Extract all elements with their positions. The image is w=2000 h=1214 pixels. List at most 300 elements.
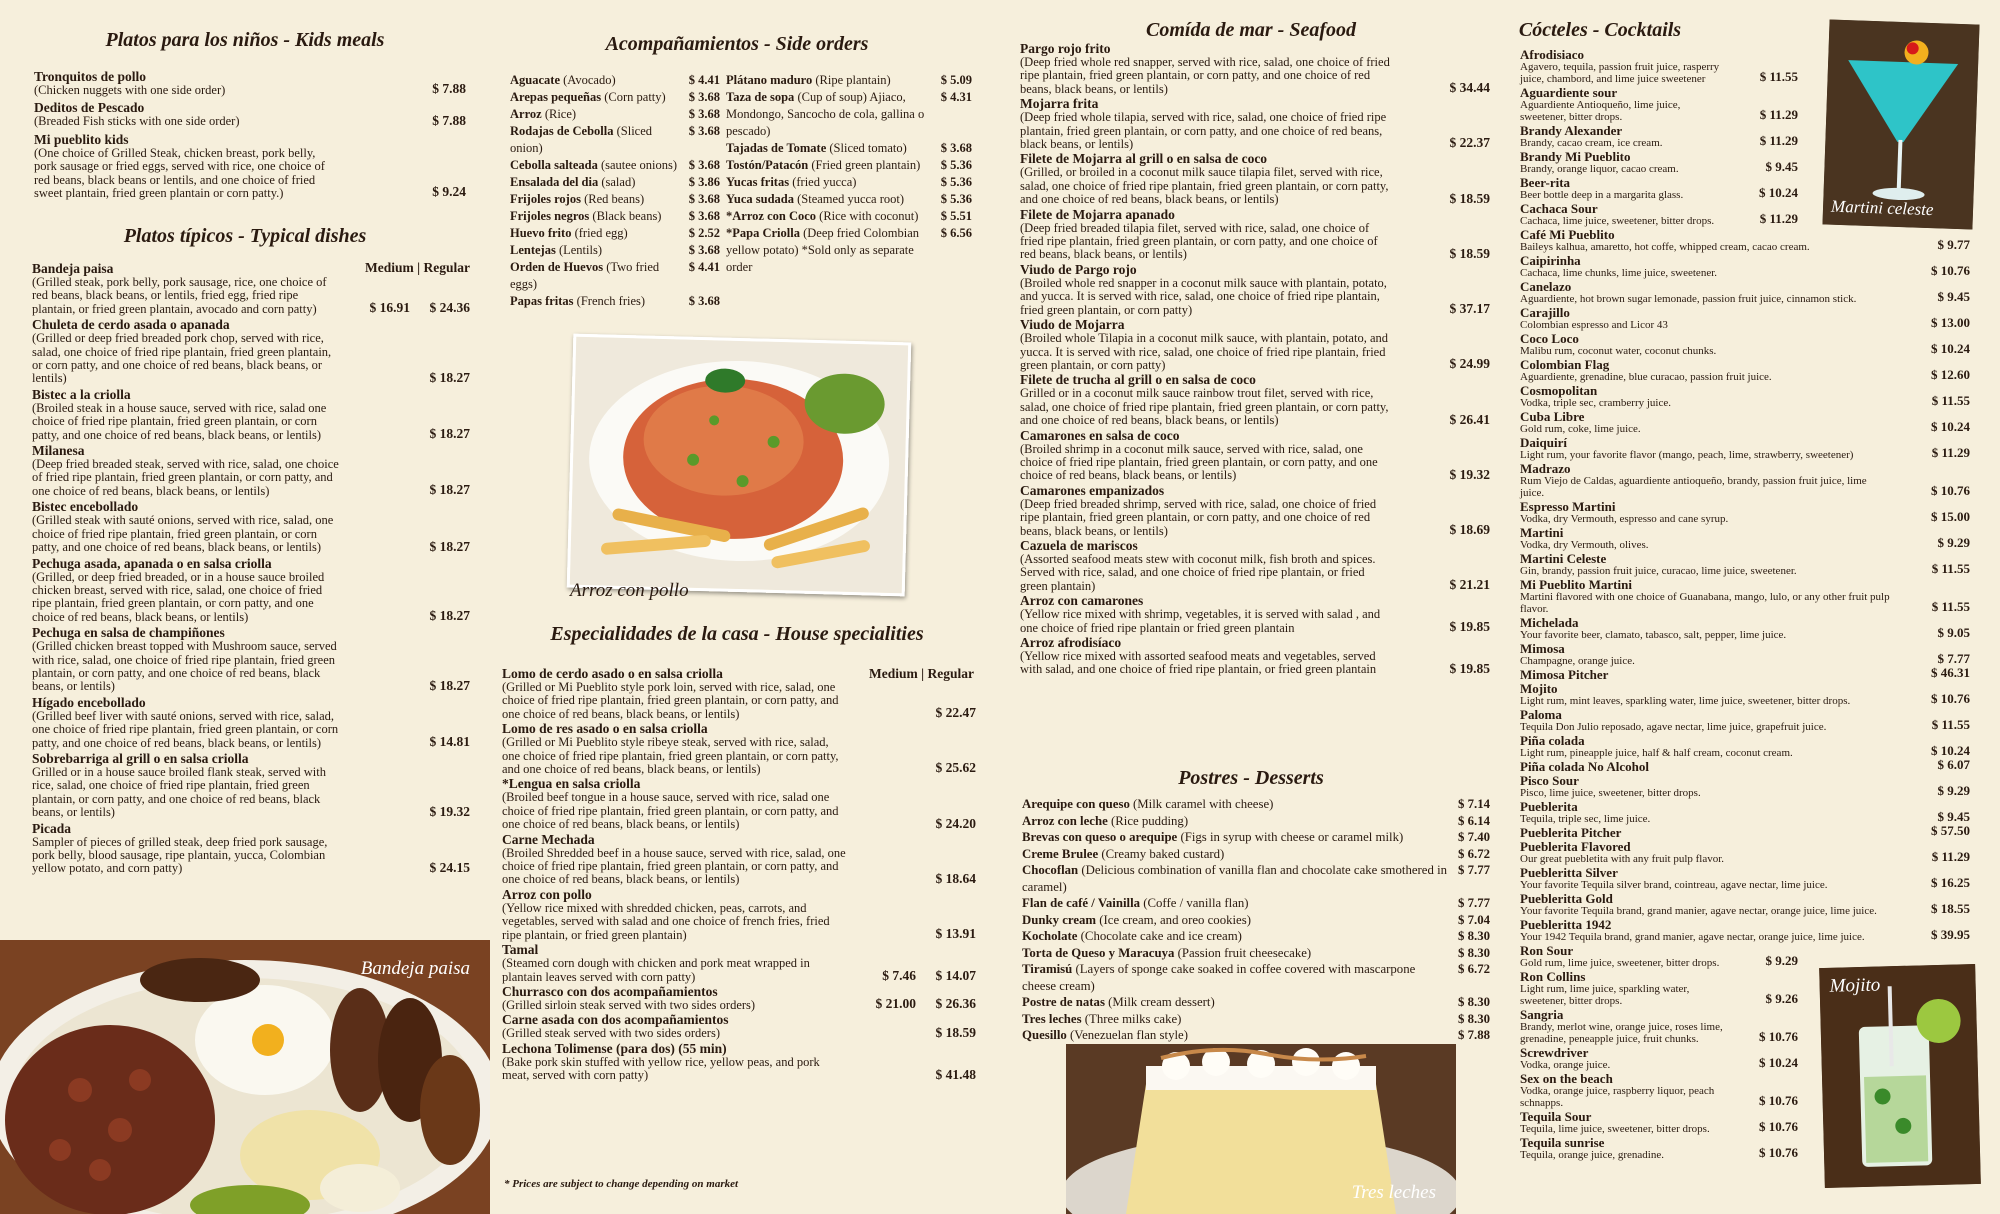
cocktail-desc: Cachaca, lime juice, sweetener, bitter drops. (1520, 215, 1715, 227)
dessert-desc: (Milk cream dessert) (1108, 995, 1215, 1009)
house-item-price: $ 22.47 (935, 705, 976, 721)
typical-item-name: Milanesa (32, 443, 85, 459)
seafood-item-price: $ 26.41 (1449, 411, 1490, 427)
dessert-desc: (Figs in syrup with cheese or caramel milk) (1180, 830, 1404, 844)
cocktail-price: $ 10.24 (1931, 419, 1970, 434)
house-item-desc: (Bake pork skin stuffed with yellow rice, yellow peas, and pork meat, served with corn patty) (502, 1054, 820, 1083)
cocktail-name: Pueblerita Pitcher (1520, 825, 1622, 840)
cocktail-price: $ 15.00 (1931, 509, 1970, 524)
seafood-item-desc: (Broiled whole red snapper in a coconut milk sauce with plantain, potato, and yucca. It is served with rice, salad, one choice of fried ripe plantain, fried green plantain, or corn patty) (1020, 275, 1387, 317)
price-medium: $ 7.46 (882, 967, 916, 983)
typical-item-price: $ 14.81 (429, 733, 470, 749)
cocktail-price: $ 11.55 (1931, 561, 1970, 576)
martini-celeste-caption: Martini celeste (1830, 196, 1934, 220)
dessert-price: $ 7.40 (1458, 830, 1490, 844)
dessert-item (1022, 895, 1490, 912)
cocktail-name: Martini (1520, 525, 1564, 540)
column-2 (494, 0, 980, 1214)
seafood-item-name: Filete de Mojarra apanado (1020, 206, 1175, 222)
kids-item-desc: (Chicken nuggets with one side order) (34, 83, 226, 97)
cocktail-item (1520, 665, 1970, 682)
cocktail-desc: Light rum, your favorite flavor (mango, peach, lime, strawberry, sweetener) (1520, 449, 1854, 461)
typical-list (32, 262, 470, 878)
dessert-price: $ 6.14 (1458, 813, 1490, 828)
side-order-item (510, 225, 720, 242)
dessert-text (1022, 846, 1224, 863)
cocktail-price: $ 9.45 (1937, 809, 1970, 824)
house-item-prices (856, 968, 976, 984)
typical-item-name: Bandeja paisa (32, 261, 114, 276)
dessert-text (1022, 1011, 1181, 1028)
side-order-price: $ 3.68 (688, 192, 720, 206)
cocktail-name: Coco Loco (1520, 331, 1579, 346)
house-item-desc: (Grilled or Mi Pueblito style ribeye steak, served with rice, salad, one choice of fried ripe plantain, fried green plantain, or corn patty, and one choice of red beans, black beans, or lentils) (502, 735, 839, 777)
typical-item-price: $ 18.27 (429, 538, 470, 554)
cocktail-item (1520, 918, 1970, 943)
seafood-item-desc: (Yellow rice mixed with assorted seafood meats and vegetables, served with salad, and one choice of fried ripe plantain, or fried green plantain (1020, 649, 1377, 677)
cocktail-name: Canelazo (1520, 279, 1572, 294)
cocktail-item (1520, 384, 1970, 409)
cocktail-item (1520, 866, 1970, 891)
side-order-item (726, 157, 972, 174)
house-item-desc: (Yellow rice mixed with shredded chicken, peas, carrots, and vegetables, served with salad and one choice of french fries, fried ripe plantain, or fried green plantain) (502, 900, 830, 942)
cocktail-desc: Gold rum, lime juice, sweetener, bitter drops. (1520, 957, 1720, 969)
dessert-name: Tres leches (1022, 1011, 1082, 1026)
cocktail-name: Piña colada (1520, 733, 1585, 748)
cocktail-desc: Aguardiente, hot brown sugar lemonade, passion fruit juice, cinnamon stick. (1520, 293, 1857, 305)
side-order-desc: (Deep fried Colombian yellow potato) *Sold only as separate order (726, 226, 920, 274)
dessert-item (1022, 994, 1490, 1011)
cocktail-name: Carajillo (1520, 305, 1570, 320)
dessert-text (1022, 895, 1249, 912)
cocktail-desc: Vodka, orange juice, raspberry liquor, peach schnapps. (1520, 1085, 1715, 1109)
cocktail-desc: Colombian espresso and Licor 43 (1520, 319, 1668, 331)
house-item (502, 777, 976, 831)
dessert-text (1022, 912, 1251, 929)
typical-item-name: Picada (32, 820, 71, 836)
cocktail-name: Café Mi Pueblito (1520, 227, 1615, 242)
dessert-name: Arroz con leche (1022, 813, 1108, 828)
kids-list (34, 70, 466, 204)
cocktail-name: Cuba Libre (1520, 409, 1585, 424)
side-order-item (510, 72, 720, 89)
side-order-text (510, 293, 685, 310)
cocktail-price: $ 10.76 (1931, 691, 1970, 706)
dessert-text (1022, 1027, 1188, 1044)
side-order-name: Rodajas de Cebolla (510, 124, 614, 138)
seafood-item-price: $ 19.85 (1449, 619, 1490, 634)
cocktail-name: Madrazo (1520, 461, 1571, 476)
kids-title: Platos para los niños - Kids meals (105, 29, 385, 51)
price-regular: $ 14.07 (935, 967, 976, 983)
seafood-item-name: Filete de trucha al grill o en salsa de coco (1020, 372, 1256, 388)
side-order-name: Tajadas de Tomate (726, 141, 827, 155)
side-order-price: $ 3.68 (940, 141, 972, 155)
prices-note: * Prices are subject to change depending on market (504, 1178, 739, 1190)
side-order-price: $ 3.68 (688, 107, 720, 121)
price-regular: $ 26.36 (935, 996, 976, 1012)
cocktail-price: $ 6.07 (1937, 757, 1970, 772)
house-item (502, 985, 976, 1012)
side-order-item (510, 89, 720, 106)
martini-celeste-photo (1822, 19, 1979, 229)
house-item-desc: (Grilled or Mi Pueblito style pork loin, served with rice, salad, one choice of fried ripe plantain, fried green plantain, or corn patty, and one choice of red beans, black beans, or lentils) (502, 680, 839, 721)
mojito-caption: Mojito (1829, 974, 1881, 997)
cocktail-name: Tequila sunrise (1520, 1135, 1605, 1150)
side-order-text (510, 123, 685, 157)
seafood-item (1020, 97, 1490, 151)
side-order-desc: (Lentils) (558, 243, 602, 257)
house-item-price: $ 24.20 (935, 815, 976, 831)
typical-item-name: Pechuga en salsa de champiñones (32, 625, 225, 641)
cocktail-price: $ 11.29 (1759, 133, 1798, 148)
typical-item-desc: (Grilled chicken breast topped with Mushroom sauce, served with rice, salad, one choice of fried ripe plantain, fried green plantain, or corn patty, and one choice of red beans, black beans, or lentils) (32, 639, 337, 694)
typical-item (32, 557, 470, 625)
cocktail-name: Mimosa (1520, 641, 1565, 656)
desserts-title: Postres - Desserts (1178, 767, 1324, 789)
cocktail-name: Sangria (1520, 1007, 1564, 1022)
house-item (502, 888, 976, 942)
seafood-item (1020, 636, 1490, 677)
dessert-text (1022, 829, 1403, 846)
cocktail-price: $ 11.55 (1759, 69, 1798, 84)
cocktail-name: Pueblerita Flavored (1520, 839, 1631, 854)
cocktail-price: $ 11.55 (1931, 717, 1970, 732)
side-order-desc: (sautee onions) (600, 158, 678, 172)
seafood-item-desc: (Deep fried whole tilapia, served with rice, salad, one choice of fried ripe plantain, fried green plantain, or corn patty, and one choice of red beans, black beans, or lentils) (1020, 110, 1387, 152)
dessert-item (1022, 862, 1490, 895)
cocktail-item (1520, 228, 1970, 253)
house-item-desc: (Grilled sirloin steak served with two sides orders) (502, 997, 756, 1012)
dessert-name: Dunky cream (1022, 912, 1097, 927)
side-order-price: $ 5.36 (940, 175, 972, 189)
typical-item (32, 262, 470, 316)
dessert-item (1022, 1011, 1490, 1028)
house-item (502, 1013, 976, 1040)
house-item-name: Lomo de res asado o en salsa criolla (502, 721, 708, 737)
side-order-price: $ 3.68 (688, 294, 720, 308)
side-order-price: $ 3.68 (688, 90, 720, 104)
cocktail-item (1520, 306, 1970, 331)
house-item (502, 667, 976, 721)
typical-item-desc: (Grilled steak, pork belly, pork sausage, rice, one choice of red beans, black beans, or lentils, fried egg, fried ripe plantain, or fried green plantain, avocado and corn patty) (32, 275, 327, 316)
side-order-price: $ 3.68 (688, 158, 720, 172)
house-item-desc: (Steamed corn dough with chicken and pork meat wrapped in plantain leaves served with corn patty) (502, 956, 810, 984)
seafood-title: Comída de mar - Seafood (1146, 19, 1356, 41)
cocktail-item (1520, 840, 1970, 865)
house-item-name: *Lengua en salsa criolla (502, 776, 641, 792)
arroz-con-pollo-caption: Arroz con pollo (570, 580, 689, 601)
typical-item-desc: (Grilled steak with sauté onions, served with rice, salad, one choice of fried ripe plantain, fried green plantain, or corn patty, and one choice of red beans, black beans, or lentils) (32, 513, 334, 555)
dessert-item (1022, 813, 1490, 830)
cocktail-name: Paloma (1520, 707, 1562, 722)
seafood-item-desc: (Broiled shrimp in a coconut milk sauce, served with rice, salad, one choice of fried ripe plantain, fried green plantain, or corn patty, and one choice of red beans, black beans, or lentils) (1020, 441, 1378, 483)
dessert-item (1022, 1027, 1490, 1044)
cocktail-desc: Light rum, lime juice, sparkling water, sweetener, bitter drops. (1520, 983, 1690, 1007)
cocktail-item (1520, 552, 1970, 577)
bandeja-paisa-image (0, 940, 490, 1214)
seafood-item-price: $ 19.32 (1449, 466, 1490, 482)
typical-item-desc: Grilled or in a house sauce broiled flank steak, served with rice, salad, one choice of fried ripe plantain, fried green plantain, or corn patty, and one choice of red beans, black beans, or lentils) (32, 764, 327, 820)
side-order-price: $ 5.51 (940, 209, 972, 223)
side-order-text (726, 72, 937, 89)
side-order-name: Arroz (510, 107, 542, 121)
cocktail-desc: Tequila, triple sec, lime juice. (1520, 813, 1651, 825)
cocktail-price: $ 9.29 (1765, 953, 1798, 968)
cocktail-name: Aguardiente sour (1520, 85, 1618, 100)
dessert-price: $ 8.30 (1458, 995, 1490, 1009)
cocktail-name: Piña colada No Alcohol (1520, 759, 1649, 774)
side-title: Acompañamientos - Side orders (605, 33, 869, 55)
seafood-item-price: $ 19.85 (1449, 660, 1490, 676)
dessert-item (1022, 961, 1490, 994)
cocktail-item (1520, 774, 1970, 799)
typical-item-price: $ 18.27 (429, 369, 470, 385)
kids-item-price: $ 7.88 (432, 81, 466, 97)
cocktail-desc: Rum Viejo de Caldas, aguardiente antioqueño, brandy, passion fruit juice, lime juice. (1520, 475, 1867, 499)
side-order-desc: (Two fried eggs) (510, 260, 660, 291)
house-item-price: $ 25.62 (935, 760, 976, 776)
price-regular: $ 24.36 (429, 300, 470, 316)
cocktail-price: $ 10.76 (1759, 1119, 1798, 1134)
seafood-item-name: Cazuela de mariscos (1020, 537, 1138, 553)
side-order-name: *Arroz con Coco (726, 209, 817, 223)
side-order-desc: (Steamed yucca root) (797, 192, 905, 206)
cocktail-desc: Light rum, pineapple juice, half & half cream, coconut cream. (1520, 747, 1793, 759)
seafood-item-desc: (Deep fried whole red snapper, served with rice, salad, one choice of fried ripe plantain, fried green plantain, or corn patty, and one choice of red beans, black beans, or lentils) (1020, 55, 1390, 96)
side-right-list (726, 72, 972, 310)
cocktail-name: Brandy Mi Pueblito (1520, 149, 1631, 164)
dessert-text (1022, 928, 1242, 945)
kids-item-name: Deditos de Pescado (34, 100, 145, 116)
dessert-desc: (Coffe / vanilla flan) (1143, 896, 1249, 910)
side-order-name: Huevo frito (510, 226, 572, 240)
cocktail-desc: Brandy, cacao cream, ice cream. (1520, 137, 1663, 149)
typical-item-desc: (Broiled steak in a house sauce, served with rice, salad one choice of fried ripe plantain, fried green plantain, or corn patty, and one choice of red beans, black beans, or lentils) (32, 400, 327, 442)
side-order-item (510, 191, 720, 208)
side-order-text (726, 208, 937, 225)
seafood-item-price: $ 18.59 (1449, 190, 1490, 206)
cocktail-desc: Agavero, tequila, passion fruit juice, rasperry juice, chambord, and lime juice sweetener (1520, 61, 1720, 85)
cocktail-price: $ 9.26 (1765, 991, 1798, 1006)
column-3 (1012, 0, 1490, 1214)
cocktail-price: $ 10.76 (1759, 1029, 1798, 1044)
side-order-item (510, 106, 720, 123)
cocktail-name: Michelada (1520, 615, 1579, 630)
cocktail-price: $ 16.25 (1931, 875, 1970, 890)
typical-size-header: Medium | Regular (365, 260, 470, 275)
dessert-item (1022, 846, 1490, 863)
seafood-item-name: Arroz afrodisíaco (1020, 635, 1122, 650)
side-order-item (726, 191, 972, 208)
side-order-desc: (Cup of soup) Ajiaco, Mondongo, Sancocho de cola, gallina o pescado) (726, 90, 925, 138)
side-order-price: $ 3.68 (688, 243, 720, 257)
cocktail-price: $ 12.60 (1931, 367, 1970, 382)
seafood-item-price: $ 21.21 (1449, 577, 1490, 593)
side-order-name: Papas fritas (510, 294, 574, 308)
cocktail-item (1520, 757, 1970, 774)
cocktail-desc: Baileys kalhua, amaretto, hot coffe, whipped cream, cacao cream. (1520, 241, 1810, 253)
house-item-desc: (Grilled steak served with two sides orders) (502, 1026, 720, 1041)
side-order-price: $ 3.68 (688, 209, 720, 223)
cocktail-desc: Cachaca, lime chunks, lime juice, sweetener. (1520, 267, 1718, 279)
column-1 (0, 0, 490, 1214)
cocktail-item (1520, 578, 1970, 615)
seafood-item-desc: (Deep fried breaded shrimp, served with rice, salad, one choice of fried ripe plantain, fried green plantain, or corn patty, and one choice of red beans, black beans, or lentils) (1020, 496, 1377, 538)
dessert-price: $ 7.77 (1458, 896, 1490, 910)
cocktail-item (1520, 254, 1970, 279)
cocktail-item (1520, 616, 1970, 641)
side-order-text (510, 242, 685, 259)
side-order-item (510, 242, 720, 259)
dessert-item (1022, 912, 1490, 929)
cocktail-desc: Vodka, orange juice. (1520, 1059, 1611, 1071)
side-order-text (510, 72, 685, 89)
cocktail-item (1520, 682, 1970, 707)
cocktail-price: $ 11.29 (1931, 849, 1970, 864)
seafood-item (1020, 429, 1490, 483)
side-order-item (726, 208, 972, 225)
cocktail-price: $ 10.24 (1931, 341, 1970, 356)
dessert-desc: (Ice cream, and oreo cookies) (1099, 912, 1251, 927)
seafood-item-name: Camarones en salsa de coco (1020, 427, 1180, 443)
dessert-price: $ 7.04 (1458, 912, 1490, 927)
house-item-prices (856, 996, 976, 1012)
arroz-con-pollo-photo (567, 334, 912, 597)
dessert-text (1022, 796, 1273, 813)
seafood-item-desc: (Yellow rice mixed with shrimp, vegetables, it is served with salad , and one choice of fried ripe plantain or fried green plantain (1020, 607, 1381, 635)
dessert-price: $ 8.30 (1458, 945, 1490, 960)
typical-item-desc: (Grilled or deep fried breaded pork chop, served with rice, salad, one choice of fried ripe plantain, fried green plantain, or corn patty, and one choice of red beans, black beans, or lentils) (32, 331, 332, 386)
cocktail-price: $ 10.24 (1931, 743, 1970, 758)
cocktail-item (1520, 436, 1970, 461)
dessert-price: $ 6.72 (1458, 846, 1490, 861)
kids-item-price: $ 9.24 (432, 184, 466, 200)
side-order-name: Yucas fritas (726, 175, 790, 189)
cocktail-price: $ 7.77 (1937, 651, 1970, 666)
cocktail-item (1520, 823, 1970, 840)
seafood-item-price: $ 18.69 (1449, 521, 1490, 537)
side-order-desc: (fried yucca) (792, 175, 857, 189)
side-order-name: Orden de Huevos (510, 260, 604, 274)
house-title: Especialidades de la casa - House specialities (550, 623, 924, 645)
side-order-item (510, 157, 720, 174)
side-order-name: Plátano maduro (726, 73, 813, 87)
cocktail-price: $ 10.76 (1759, 1145, 1798, 1160)
side-order-price: $ 5.36 (940, 192, 972, 206)
dessert-price: $ 7.88 (1458, 1028, 1490, 1042)
cocktail-name: Tequila Sour (1520, 1109, 1592, 1124)
dessert-desc: (Three milks cake) (1084, 1011, 1182, 1026)
side-order-text (726, 157, 937, 174)
side-order-name: Taza de sopa (726, 90, 795, 104)
seafood-item-name: Viudo de Mojarra (1020, 317, 1125, 333)
cocktail-desc: Aguardiente Antioqueño, lime juice, sweetener, bitter drops. (1520, 99, 1681, 123)
seafood-list (1020, 42, 1490, 678)
side-order-price: $ 3.86 (688, 175, 720, 189)
house-item-desc: (Broiled Shredded beef in a house sauce, served with rice, salad, one choice of fried ripe plantain, fried green plantain, or corn patty, and one choice of red beans, black beans, or lentils) (502, 845, 846, 887)
cocktail-name: Sex on the beach (1520, 1071, 1613, 1086)
cocktail-name: Afrodisiaco (1520, 47, 1585, 62)
house-item-price: $ 18.64 (935, 870, 976, 886)
house-item (502, 722, 976, 776)
cocktail-name: Cachaca Sour (1520, 201, 1598, 216)
cocktail-name: Mi Pueblito Martini (1520, 577, 1632, 592)
dessert-price: $ 6.72 (1458, 962, 1490, 976)
house-item-price: $ 13.91 (935, 926, 976, 942)
cocktails-title: Cócteles - Cocktails (1518, 19, 1682, 41)
house-item (502, 1042, 976, 1083)
typical-item-price: $ 18.27 (429, 482, 470, 498)
cocktail-price: $ 11.29 (1759, 211, 1798, 226)
dessert-name: Creme Brulee (1022, 846, 1099, 861)
side-order-desc: (Rice) (544, 107, 577, 121)
typical-item-price: $ 19.32 (429, 803, 470, 819)
cocktail-desc: Martini flavored with one choice of Guanabana, mango, lulo, or any other fruit pulp flavor. (1520, 591, 1890, 615)
side-order-desc: (Fried green plantain) (811, 158, 921, 172)
cocktail-desc: Vodka, dry Vermouth, olives. (1520, 539, 1649, 551)
cocktail-desc: Our great puebletita with any fruit pulp flavor. (1520, 853, 1725, 865)
typical-item-price: $ 18.27 (429, 608, 470, 624)
cocktail-name: Colombian Flag (1520, 357, 1610, 372)
side-order-item (510, 123, 720, 157)
typical-item (32, 318, 470, 386)
side-order-name: Frijoles rojos (510, 192, 581, 206)
cocktail-price: $ 57.50 (1931, 823, 1970, 838)
side-order-name: Ensalada del dia (510, 175, 599, 189)
seafood-item-price: $ 18.59 (1449, 245, 1490, 261)
cocktail-name: Martini Celeste (1520, 551, 1607, 566)
side-order-name: Cebolla salteada (510, 158, 598, 172)
house-item-name: Churrasco con dos acompañamientos (502, 983, 718, 999)
cocktail-name: Caipirinha (1520, 253, 1581, 268)
cocktail-name: Beer-rita (1520, 175, 1571, 190)
seafood-item-name: Pargo rojo frito (1020, 41, 1111, 56)
side-order-name: Tostón/Patacón (726, 158, 809, 172)
dessert-desc: (Delicious combination of vanilla flan and chocolate cake smothered in caramel) (1022, 863, 1448, 894)
cocktail-desc: Beer bottle deep in a margarita glass. (1520, 189, 1684, 201)
cocktail-item (1520, 800, 1970, 825)
typical-item-name: Chuleta de cerdo asada o apanada (32, 317, 230, 333)
side-order-desc: (fried egg) (574, 226, 628, 240)
dessert-price: $ 8.30 (1458, 1011, 1490, 1026)
seafood-item-price: $ 37.17 (1449, 301, 1490, 317)
seafood-item (1020, 594, 1490, 635)
cocktail-name: Puebleritta Gold (1520, 891, 1613, 906)
mojito-photo (1819, 964, 1981, 1188)
cocktail-price: $ 11.55 (1931, 599, 1970, 614)
cocktail-item (1520, 410, 1970, 435)
seafood-item-price: $ 34.44 (1449, 80, 1490, 96)
side-order-name: Yuca sudada (726, 192, 794, 206)
cocktail-desc: Your favorite beer, clamato, tabasco, salt, pepper, lime juice. (1520, 629, 1787, 641)
price-medium: $ 21.00 (875, 996, 916, 1012)
cocktail-desc: Your favorite Tequila silver brand, cointreau, agave nectar, lime juice. (1520, 879, 1828, 891)
cocktail-price: $ 9.29 (1937, 783, 1970, 798)
typical-item-prices (350, 300, 470, 316)
cocktail-item (1520, 332, 1970, 357)
typical-item-desc: (Grilled beef liver with sauté onions, served with rice, salad, one choice of fried ripe plantain, fried green plantain, or corn patty, and one choice of red beans, black beans, or lentils) (32, 708, 339, 750)
dessert-desc: (Venezuelan flan style) (1070, 1028, 1188, 1042)
cocktail-name: Ron Sour (1520, 943, 1574, 958)
typical-item-desc: (Grilled, or deep fried breaded, or in a house sauce broiled chicken breast, served with rice, salad, one choice of fried ripe plantain, fried green plantain, or corn patty, and one choice of red beans, black beans, or lentils) (32, 569, 325, 624)
kids-item-desc: (Breaded Fish sticks with one side order) (34, 114, 240, 129)
typical-item-price: $ 24.15 (429, 859, 470, 875)
seafood-item (1020, 152, 1490, 206)
side-order-desc: (Black beans) (592, 209, 662, 223)
side-order-desc: (Avocado) (563, 73, 616, 87)
side-order-item (510, 174, 720, 191)
